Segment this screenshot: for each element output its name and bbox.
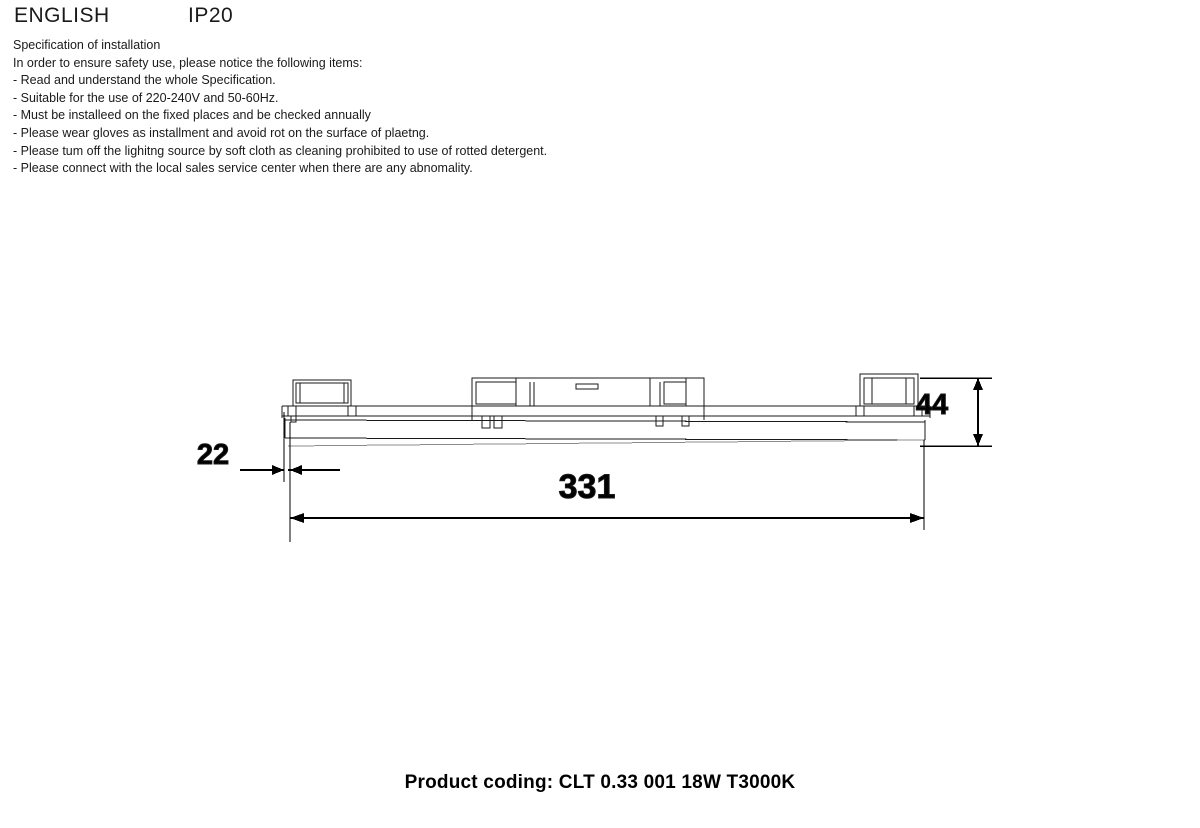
page-header — [14, 4, 614, 34]
specification-title: Specification of installation — [13, 38, 161, 52]
specification-item: - Must be installeed on the fixed places and be checked annually — [13, 108, 371, 123]
footer — [0, 772, 1200, 794]
language-label: ENGLISH — [14, 4, 110, 27]
fixture-body-outline — [282, 406, 930, 440]
technical-drawing — [0, 330, 1200, 630]
specification-block — [13, 37, 913, 178]
dimension-label-331: 331 — [558, 468, 616, 506]
right-mounting-bracket — [856, 374, 922, 416]
dimension-label-44: 44 — [915, 389, 949, 421]
product-coding-label: Product coding: CLT 0.33 001 18W T3000K — [404, 772, 796, 793]
ip-rating-label: IP20 — [188, 4, 234, 27]
dimension-label-22: 22 — [196, 439, 230, 471]
specification-item: - Please wear gloves as installment and avoid rot on the surface of plaetng. — [13, 125, 430, 140]
specification-intro: In order to ensure safety use, please notice the following items: — [13, 55, 363, 70]
specification-item: - Please connect with the local sales service center when there are any abnomality. — [13, 161, 473, 176]
specification-item: - Please tum off the lighitng source by soft cloth as cleaning prohibited to use of rotted detergent. — [13, 143, 548, 158]
specification-item: - Suitable for the use of 220-240V and 50-60Hz. — [13, 90, 279, 105]
specification-item: - Read and understand the whole Specification. — [13, 73, 276, 88]
